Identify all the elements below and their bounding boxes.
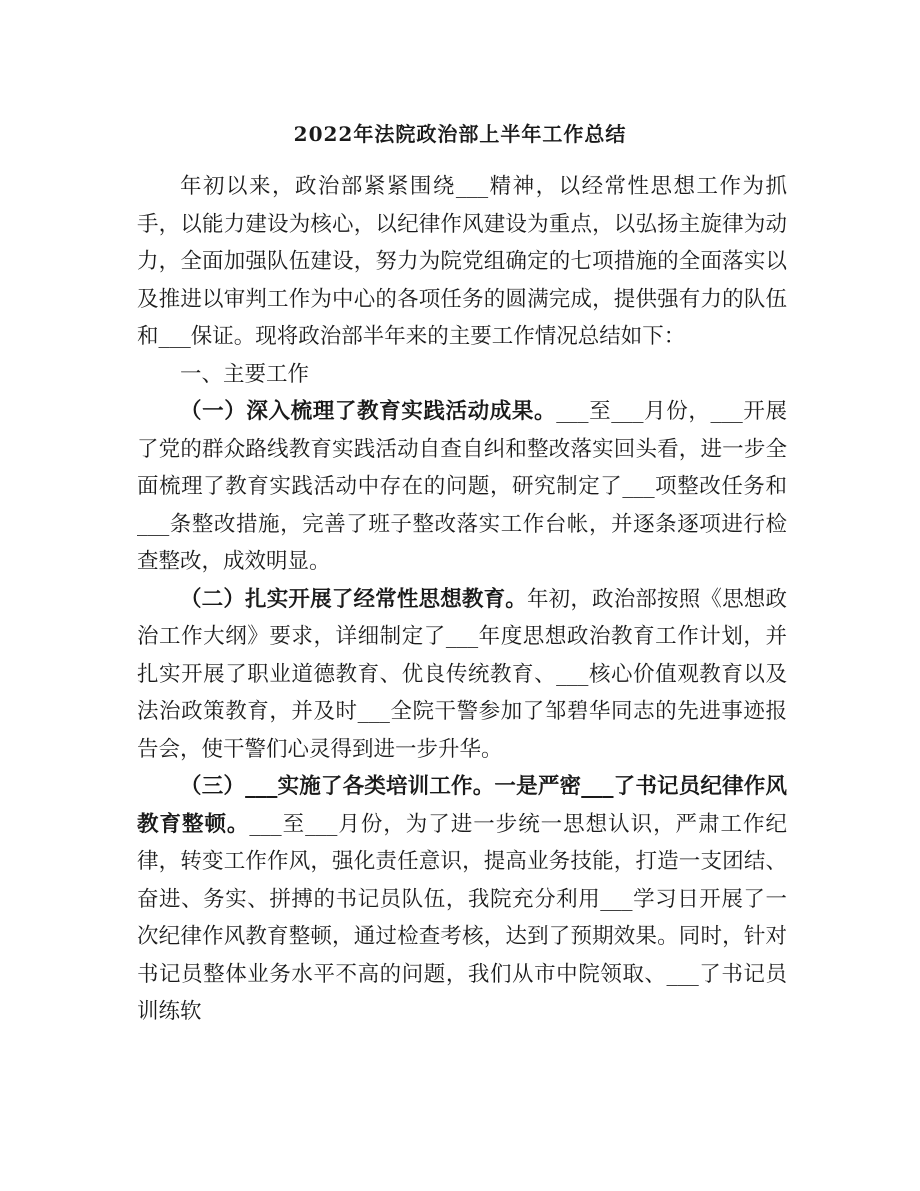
item-lead-2: （二）扎实开展了经常性思想教育。	[180, 586, 527, 612]
item-text-3: ___至___月份，为了进一步统一思想认识，严肃工作纪律，转变工作作风，强化责任意识，提高业务技能，打造一支团结、奋进、务实、拼搏的书记员队伍，我院充分利用___学习日开展了一次纪律作风教育整顿，通过检查考核，达到了预期效果。同时，针对书记员整体业务水平不高的问题，我们从市中院领取、___了书记员训练软	[137, 811, 787, 1024]
intro-paragraph: 年初以来，政治部紧紧围绕___精神，以经常性思想工作为抓手，以能力建设为核心，以纪律作风建设为重点，以弘扬主旋律为动力，全面加强队伍建设，努力为院党组确定的七项措施的全面落实以及推进以审判工作为中心的各项任务的圆满完成，提供强有力的队伍和___保证。现将政治部半年来的主要工作情况总结如下：	[137, 174, 787, 349]
item-paragraph-2	[137, 581, 787, 769]
item-lead-3: （三）___实施了各类培训工作。一是严密___了书记员纪律作风教育整顿。	[137, 774, 787, 837]
section-heading: 一、主要工作	[180, 361, 310, 387]
item-paragraph-3	[137, 768, 787, 1031]
item-text-2: 年初，政治部按照《思想政治工作大纲》要求，详细制定了___年度思想政治教育工作计划，并扎实开展了职业道德教育、优良传统教育、___核心价值观教育以及法治政策教育，并及时___全院干警参加了邹碧华同志的先进事迹报告会，使干警们心灵得到进一步升华。	[137, 586, 787, 762]
document-body	[137, 168, 787, 1031]
item-text-1: ___至___月份，___开展了党的群众路线教育实践活动自查自纠和整改落实回头看，进一步全面梳理了教育实践活动中存在的问题，研究制定了___项整改任务和___条整改措施，完善了班子整改落实工作台帐，并逐条逐项进行检查整改，成效明显。	[137, 399, 787, 574]
document-title: 2022年法院政治部上半年工作总结	[293, 122, 627, 146]
item-paragraph-1	[137, 393, 787, 581]
item-lead-1: （一）深入梳理了教育实践活动成果。	[180, 399, 557, 424]
